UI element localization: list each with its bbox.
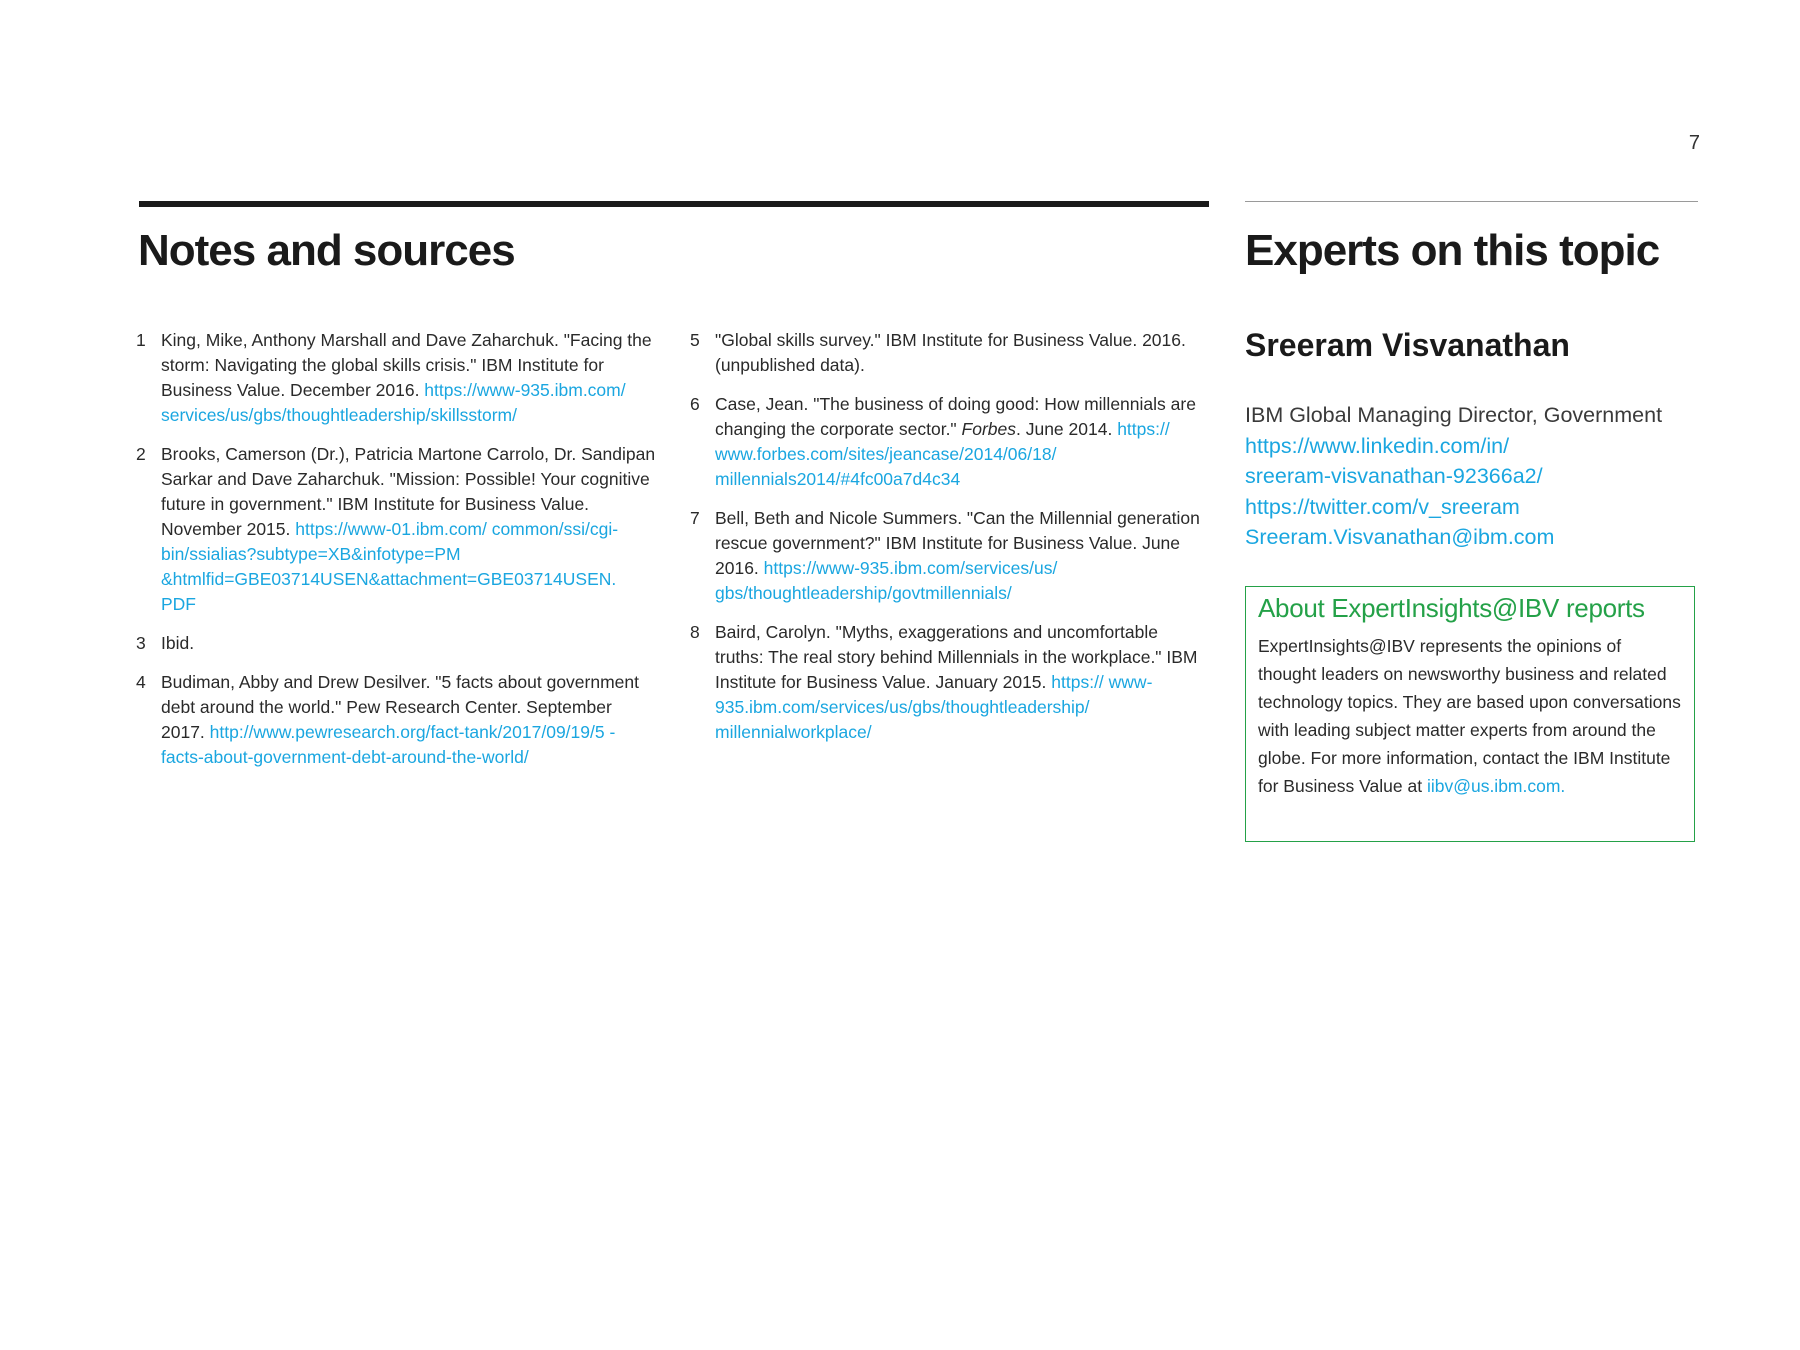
note-number: 8 (690, 622, 700, 642)
notes-list-left (136, 328, 656, 784)
note-item-1 (136, 328, 656, 428)
note-number: 4 (136, 672, 146, 692)
note-link[interactable]: https://www-935.ibm.com/services/us/ gbs/thoughtleadership/govtmillennials/ (715, 558, 1058, 603)
linkedin-link[interactable] (1245, 431, 1705, 492)
about-text: ExpertInsights@IBV represents the opinions of thought leaders on newsworthy business and related technology topics. They are based upon conversations with leading subject matter experts from around the globe. For more information, contact the IBM Institute for Business Value at (1258, 636, 1681, 796)
note-text: Case, Jean. "The business of doing good: How millennials are changing the corporate sector." (715, 394, 1196, 439)
note-item-2 (136, 442, 656, 617)
note-link[interactable]: http://www.pewresearch.org/fact-tank/2017/09/19/5 -facts-about-government-debt-around-the-world/ (161, 722, 616, 767)
note-text: "Global skills survey." IBM Institute for Business Value. 2016. (unpublished data). (715, 330, 1186, 375)
note-item-5 (690, 328, 1210, 378)
note-number: 3 (136, 633, 146, 653)
note-number: 6 (690, 394, 700, 414)
note-text: Budiman, Abby and Drew Desilver. "5 facts about government debt around the world." Pew Research Center. September 2017. (161, 672, 639, 742)
note-link[interactable]: https://www-935.ibm.com/ services/us/gbs/thoughtleadership/skillsstorm/ (161, 380, 626, 425)
page-number: 7 (1688, 132, 1700, 154)
note-link[interactable]: https://www-01.ibm.com/ common/ssi/cgi-bin/ssialias?subtype=XB&infotype=PM &htmlfid=GBE03714USEN&attachment=GBE03714USEN. PDF (161, 519, 619, 614)
twitter-link[interactable]: https://twitter.com/v_sreeram (1245, 494, 1520, 519)
note-number: 2 (136, 444, 146, 464)
expert-role: IBM Global Managing Director, Government (1245, 403, 1663, 427)
linkedin-link-line-2[interactable]: sreeram-visvanathan-92366a2/ (1245, 464, 1543, 488)
note-text: . June 2014. (1015, 419, 1118, 439)
note-number: 1 (136, 330, 146, 350)
experts-title: Experts on this topic (1245, 226, 1660, 275)
notes-divider (139, 201, 1209, 207)
note-publication: Forbes (961, 419, 1016, 439)
notes-title: Notes and sources (138, 226, 515, 275)
note-text: Bell, Beth and Nicole Summers. "Can the Millennial generation rescue government?" IBM Institute for Business Value. June 2016. (715, 508, 1200, 578)
note-item-4 (136, 670, 656, 770)
note-link[interactable]: https:// www.forbes.com/sites/jeancase/2014/06/18/ millennials2014/#4fc00a7d4c34 (715, 419, 1170, 489)
about-title: About ExpertInsights@IBV reports (1258, 593, 1645, 623)
note-text: Baird, Carolyn. "Myths, exaggerations and uncomfortable truths: The real story behind Millennials in the workplace." IBM Institute for Business Value. January 2015. (715, 622, 1198, 692)
email-link[interactable]: Sreeram.Visvanathan@ibm.com (1245, 525, 1555, 549)
about-box (1245, 586, 1695, 842)
note-item-8 (690, 620, 1210, 745)
note-text: Ibid. (161, 633, 195, 653)
note-link[interactable]: https:// www-935.ibm.com/services/us/gbs/thoughtleadership/ millennialworkplace/ (715, 672, 1153, 742)
note-item-7 (690, 506, 1210, 606)
expert-details (1245, 400, 1705, 553)
about-body (1258, 632, 1682, 800)
note-item-6 (690, 392, 1210, 492)
linkedin-link-line-1[interactable]: https://www.linkedin.com/in/ (1245, 433, 1510, 458)
experts-divider (1245, 201, 1698, 202)
expert-name: Sreeram Visvanathan (1245, 327, 1570, 363)
note-text: Brooks, Camerson (Dr.), Patricia Martone Carrolo, Dr. Sandipan Sarkar and Dave Zaharchuk. "Mission: Possible! Your cognitive future in government." IBM Institute for Business Value. November 2015. (161, 444, 656, 539)
about-email-link[interactable]: iibv@us.ibm.com. (1426, 776, 1566, 796)
note-number: 7 (690, 508, 700, 528)
note-item-3 (136, 631, 656, 656)
note-text: King, Mike, Anthony Marshall and Dave Zaharchuk. "Facing the storm: Navigating the global skills crisis." IBM Institute for Business Value. December 2016. (161, 330, 652, 400)
note-number: 5 (690, 330, 700, 350)
notes-list-right (690, 328, 1210, 759)
